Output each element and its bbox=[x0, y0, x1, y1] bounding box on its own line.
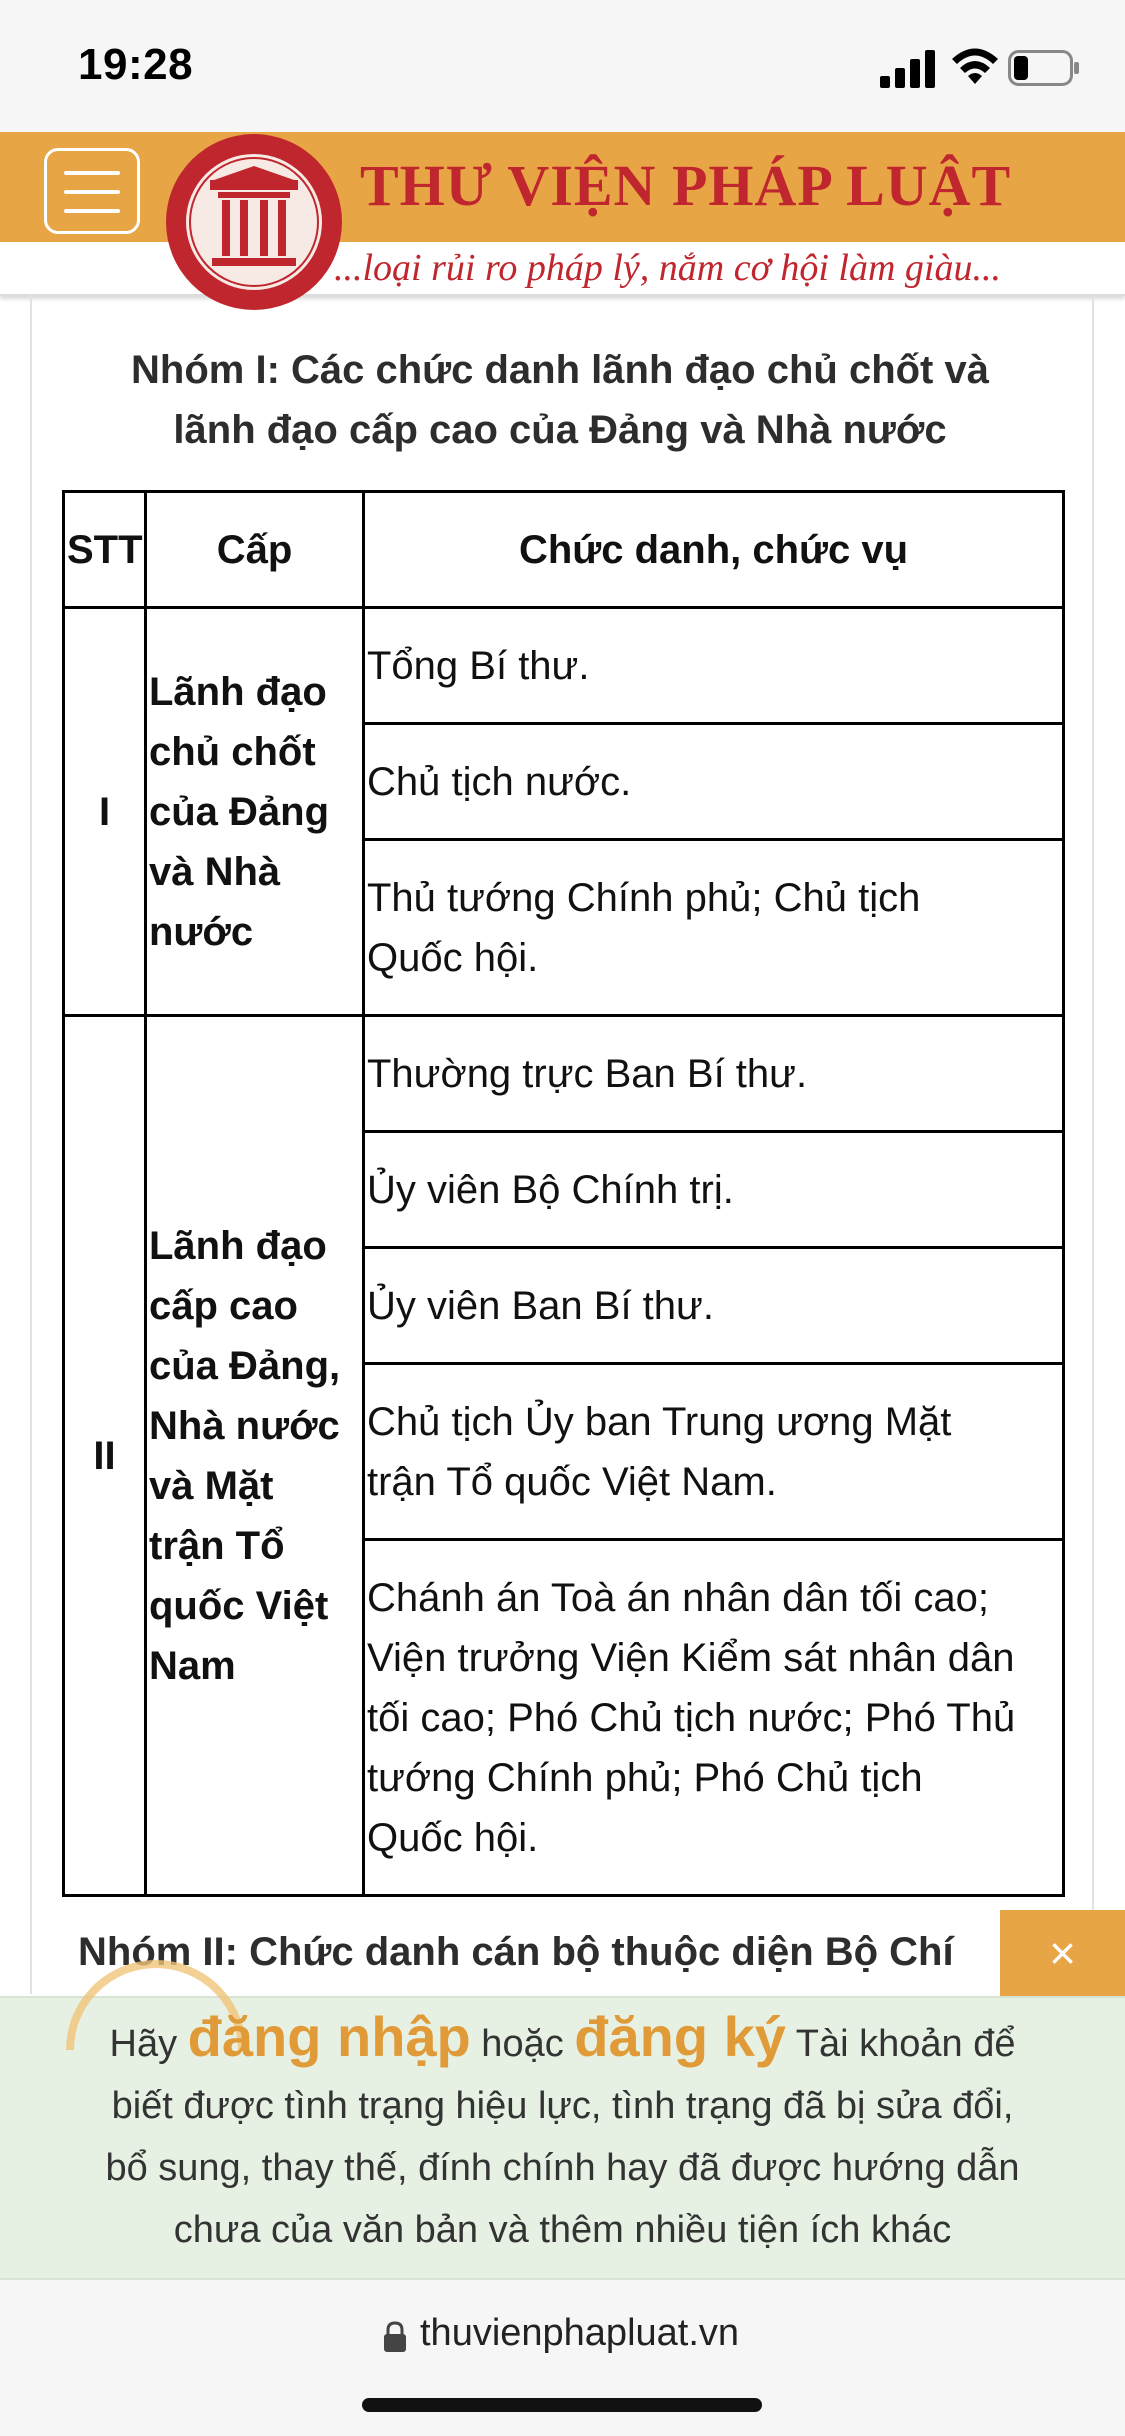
cap-line: và Mặt bbox=[149, 1463, 274, 1508]
status-time: 19:28 bbox=[78, 40, 194, 89]
site-title[interactable]: THƯ VIỆN PHÁP LUẬT bbox=[360, 153, 1012, 218]
cap-line: trận Tổ bbox=[149, 1523, 285, 1568]
position-line: Ủy viên Ban Bí thư. bbox=[367, 1283, 714, 1328]
position-cell bbox=[364, 1540, 1064, 1896]
banner-line: bổ sung, thay thế, đính chính hay đã được hướng dẫn bbox=[105, 2147, 1020, 2189]
menu-bar-icon bbox=[64, 171, 120, 175]
cap-line: Lãnh đạo bbox=[149, 1223, 327, 1268]
cap-line: và Nhà bbox=[149, 849, 281, 894]
home-indicator[interactable] bbox=[362, 2398, 762, 2412]
site-logo[interactable] bbox=[162, 130, 346, 314]
position-line: Thủ tướng Chính phủ; Chủ tịch bbox=[367, 875, 921, 920]
position-line: tướng Chính phủ; Phó Chủ tịch bbox=[367, 1755, 923, 1800]
banner-text-post: Tài khoản để bbox=[785, 2023, 1016, 2065]
table-row bbox=[64, 1016, 1064, 1132]
group1-title-line2: lãnh đạo cấp cao của Đảng và Nhà nước bbox=[173, 408, 947, 452]
position-line: Chánh án Toà án nhân dân tối cao; bbox=[367, 1575, 989, 1620]
position-line: Thường trực Ban Bí thư. bbox=[367, 1051, 808, 1096]
group1-title-line1: Nhóm I: Các chức danh lãnh đạo chủ chốt và bbox=[131, 348, 989, 392]
positions-table bbox=[62, 490, 1065, 1897]
cap-line: Lãnh đạo bbox=[149, 669, 327, 714]
banner-text-pre: Hãy bbox=[109, 2023, 188, 2065]
menu-button[interactable] bbox=[44, 148, 140, 234]
group2-title: Nhóm II: Chức danh cán bộ thuộc diện Bộ Chí bbox=[78, 1930, 954, 1974]
header-cap: Cấp bbox=[146, 492, 364, 608]
position-line: tối cao; Phó Chủ tịch nước; Phó Thủ bbox=[367, 1695, 1016, 1740]
wifi-icon bbox=[950, 44, 1000, 88]
header-position: Chức danh, chức vụ bbox=[364, 492, 1064, 608]
cap-line: Nam bbox=[149, 1643, 236, 1688]
close-banner-button[interactable]: × bbox=[1000, 1910, 1125, 1996]
position-cell bbox=[364, 840, 1064, 1016]
position-cell bbox=[364, 1248, 1064, 1364]
lock-icon bbox=[382, 2320, 408, 2354]
site-slogan: ...loại rủi ro pháp lý, nắm cơ hội làm giàu... bbox=[334, 247, 1001, 289]
cap-line: chủ chốt bbox=[149, 729, 316, 774]
stt-cell: II bbox=[64, 1016, 146, 1896]
banner-text-mid: hoặc bbox=[470, 2023, 575, 2065]
position-cell bbox=[364, 1132, 1064, 1248]
register-link[interactable]: đăng ký bbox=[574, 2005, 786, 2068]
position-cell bbox=[364, 608, 1064, 724]
banner-text bbox=[20, 2006, 1105, 2261]
menu-bar-icon bbox=[64, 209, 120, 213]
cap-cell bbox=[146, 608, 364, 1016]
position-cell bbox=[364, 1364, 1064, 1540]
position-line: Tổng Bí thư. bbox=[367, 643, 590, 688]
position-line: Ủy viên Bộ Chính trị. bbox=[367, 1167, 734, 1212]
position-line: Viện trưởng Viện Kiểm sát nhân dân bbox=[367, 1635, 1015, 1680]
position-line: Quốc hội. bbox=[367, 935, 539, 980]
position-line: Chủ tịch nước. bbox=[367, 759, 632, 804]
cap-line: của Đảng bbox=[149, 789, 330, 834]
cap-line: nước bbox=[149, 909, 254, 954]
table-row bbox=[64, 608, 1064, 724]
stt-cell: I bbox=[64, 608, 146, 1016]
cap-cell bbox=[146, 1016, 364, 1896]
cap-line: của Đảng, bbox=[149, 1343, 341, 1388]
position-line: Chủ tịch Ủy ban Trung ương Mặt bbox=[367, 1399, 952, 1444]
header-stt: STT bbox=[64, 492, 146, 608]
position-cell bbox=[364, 724, 1064, 840]
cap-line: quốc Việt bbox=[149, 1583, 329, 1628]
status-bar bbox=[0, 0, 1125, 132]
battery-icon bbox=[1008, 50, 1080, 86]
url-text[interactable]: thuvienphapluat.vn bbox=[420, 2312, 740, 2354]
menu-bar-icon bbox=[64, 190, 120, 194]
login-link[interactable]: đăng nhập bbox=[187, 2005, 471, 2068]
position-cell bbox=[364, 1016, 1064, 1132]
cap-line: Nhà nước bbox=[149, 1403, 340, 1448]
banner-line: biết được tình trạng hiệu lực, tình trạng đã bị sửa đổi, bbox=[111, 2085, 1014, 2127]
cellular-signal-icon bbox=[880, 48, 938, 88]
position-line: Quốc hội. bbox=[367, 1815, 539, 1860]
cap-line: cấp cao bbox=[149, 1283, 298, 1328]
table-header-row bbox=[64, 492, 1064, 608]
browser-url-bar[interactable] bbox=[0, 2280, 1125, 2436]
banner-line: chưa của văn bản và thêm nhiều tiện ích khác bbox=[173, 2209, 952, 2251]
position-line: trận Tổ quốc Việt Nam. bbox=[367, 1459, 777, 1504]
